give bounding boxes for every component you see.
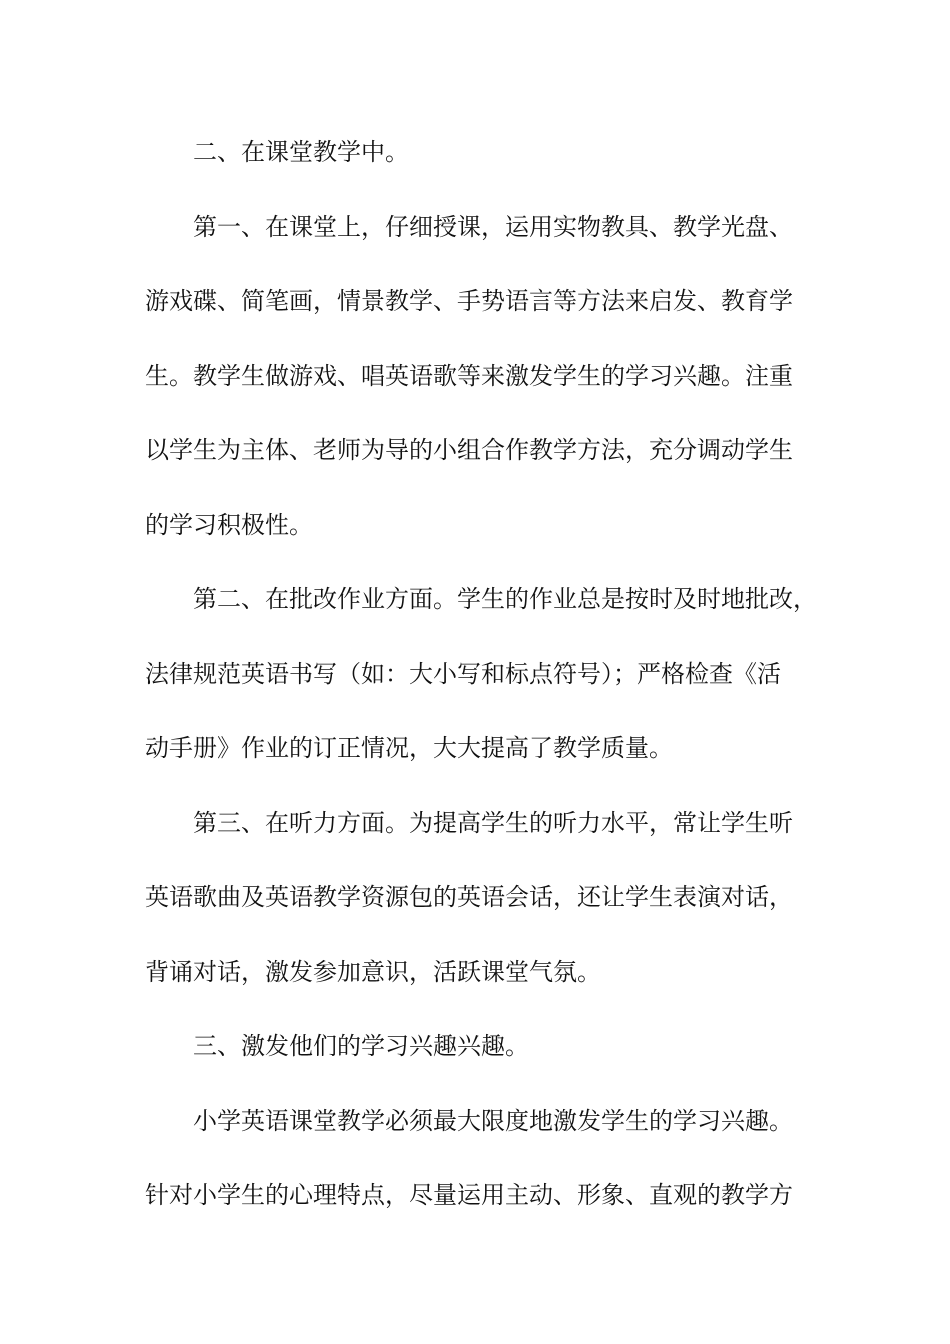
paragraph-line: 生。教学生做游戏、唱英语歌等来激发学生的学习兴趣。注重 — [145, 362, 793, 390]
section-heading-three: 三、激发他们的学习兴趣兴趣。 — [193, 1032, 529, 1060]
paragraph-line: 英语歌曲及英语教学资源包的英语会话，还让学生表演对话， — [145, 883, 793, 911]
paragraph-line: 针对小学生的心理特点，尽量运用主动、形象、直观的教学方 — [145, 1181, 793, 1209]
paragraph-line: 动手册》作业的订正情况，大大提高了教学质量。 — [145, 734, 673, 762]
paragraph-line: 第一、在课堂上，仔细授课，运用实物教具、教学光盘、 — [193, 213, 793, 241]
paragraph-line: 第三、在听力方面。为提高学生的听力水平，常让学生听 — [193, 809, 793, 837]
paragraph-line: 法律规范英语书写（如：大小写和标点符号）；严格检查《活 — [145, 660, 781, 688]
paragraph-line: 第二、在批改作业方面。学生的作业总是按时及时地批改， — [193, 585, 817, 613]
paragraph-line: 的学习积极性。 — [145, 511, 313, 539]
paragraph-line: 小学英语课堂教学必须最大限度地激发学生的学习兴趣。 — [193, 1107, 793, 1135]
paragraph-line: 以学生为主体、老师为导的小组合作教学方法，充分调动学生 — [145, 436, 793, 464]
paragraph-line: 背诵对话，激发参加意识，活跃课堂气氛。 — [145, 958, 601, 986]
section-heading-two: 二、在课堂教学中。 — [193, 138, 409, 166]
paragraph-line: 游戏碟、简笔画，情景教学、手势语言等方法来启发、教育学 — [145, 287, 793, 315]
